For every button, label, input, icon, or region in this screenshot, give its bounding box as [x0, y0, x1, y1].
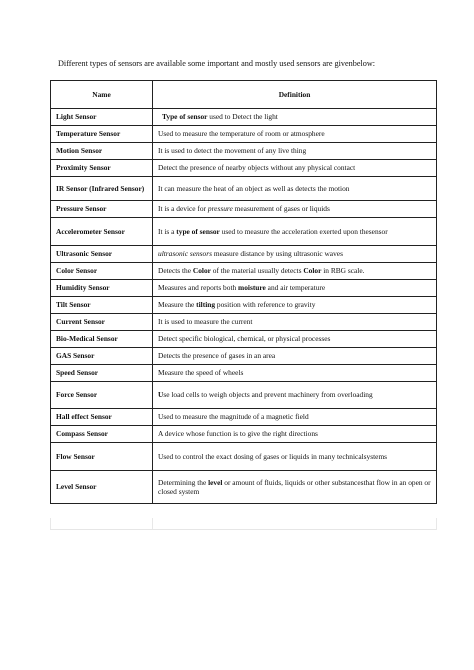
- table-row: [51, 297, 437, 314]
- definition-text: tilting: [196, 300, 216, 310]
- definition-text: Used to measure the magnitude of a magnetic field: [158, 412, 309, 422]
- sensor-name-cell: Force Sensor: [51, 382, 153, 409]
- sensor-definition-cell: [153, 218, 437, 246]
- sensor-name-cell: Temperature Sensor: [51, 126, 153, 143]
- sensor-name-cell: Ultrasonic Sensor: [51, 246, 153, 263]
- definition-text: It is used to detect the movement of any live thing: [158, 146, 307, 156]
- table-row: [51, 331, 437, 348]
- table-row: [51, 218, 437, 246]
- table-row: [51, 280, 437, 297]
- sensor-name-cell: Speed Sensor: [51, 365, 153, 382]
- definition-text: It is a device for: [158, 204, 208, 214]
- sensor-definition-cell: [153, 331, 437, 348]
- sensor-name-cell: IR Sensor (Infrared Sensor): [51, 177, 153, 201]
- table-row: [51, 443, 437, 471]
- sensor-definition-cell: [153, 297, 437, 314]
- sensor-definition-cell: [153, 126, 437, 143]
- definition-text: or amount of fluids, liquids or other substancesthat flow in an open or closed system: [158, 477, 431, 496]
- table-row: [51, 160, 437, 177]
- definition-text: Type of sensor: [162, 112, 208, 122]
- definition-text: in RBG scale.: [321, 266, 365, 276]
- table-header-row: [51, 81, 437, 109]
- sensor-name-cell: Proximity Sensor: [51, 160, 153, 177]
- table-trailing-line: [50, 529, 436, 531]
- table-row: [51, 201, 437, 218]
- sensor-name-cell: Humidity Sensor: [51, 280, 153, 297]
- sensor-definition-cell: [153, 201, 437, 218]
- sensor-name-cell: Bio-Medical Sensor: [51, 331, 153, 348]
- header-definition: Definition: [153, 81, 437, 109]
- sensor-definition-cell: [153, 177, 437, 201]
- table-trailing-edge-right: [436, 518, 437, 530]
- sensor-name-cell: Tilt Sensor: [51, 297, 153, 314]
- table-row: [51, 409, 437, 426]
- definition-text: level: [208, 477, 223, 487]
- intro-text: Different types of sensors are available some important and mostly used sensors are givenbelow:: [58, 59, 376, 68]
- table-row: [51, 126, 437, 143]
- definition-text: It can measure the heat of an object as well as detects the motion: [158, 183, 350, 193]
- table-row: [51, 382, 437, 409]
- sensor-definition-cell: [153, 314, 437, 331]
- table-row: [51, 143, 437, 160]
- sensor-definition-cell: [153, 443, 437, 471]
- sensor-definition-cell: [153, 409, 437, 426]
- definition-text: Color: [192, 266, 211, 276]
- sensor-name-cell: Light Sensor: [51, 109, 153, 126]
- definition-text: Color: [303, 266, 322, 276]
- definition-text: Detect specific biological, chemical, or physical processes: [158, 334, 331, 344]
- definition-text: used to measure the acceleration exerted upon thesensor: [219, 226, 388, 236]
- definition-text: se load cells to weigh objects and prevent machinery from overloading: [163, 390, 373, 400]
- definition-text: position with reference to gravity: [215, 300, 316, 310]
- definition-text: Measures and reports both: [158, 283, 239, 293]
- sensor-name-cell: Color Sensor: [51, 263, 153, 280]
- sensor-definition-cell: [153, 109, 437, 126]
- definition-text: Detects the: [158, 266, 193, 276]
- table-row: [51, 426, 437, 443]
- table-row: [51, 263, 437, 280]
- definition-text: Used to measure the temperature of room or atmosphere: [158, 129, 325, 139]
- table-row: [51, 246, 437, 263]
- definition-text: Measure the speed of wheels: [158, 368, 244, 378]
- definition-text: U: [158, 390, 164, 400]
- sensor-definition-cell: [153, 280, 437, 297]
- sensor-definition-cell: [153, 348, 437, 365]
- sensor-name-cell: Compass Sensor: [51, 426, 153, 443]
- definition-text: pressure: [207, 204, 233, 214]
- sensor-definition-cell: [153, 365, 437, 382]
- definition-text: used to Detect the light: [207, 112, 278, 122]
- sensor-name-cell: GAS Sensor: [51, 348, 153, 365]
- sensor-definition-cell: [153, 143, 437, 160]
- definition-text: type of sensor: [176, 226, 220, 236]
- definition-text: Determining the: [158, 477, 209, 487]
- definition-text: of the material usually detects: [210, 266, 304, 276]
- definition-text: It is used to measure the current: [158, 317, 253, 327]
- sensor-name-cell: Current Sensor: [51, 314, 153, 331]
- sensor-name-cell: Pressure Sensor: [51, 201, 153, 218]
- table-row: [51, 348, 437, 365]
- definition-text: A device whose function is to give the right directions: [158, 429, 318, 439]
- definition-text: Detect the presence of nearby objects without any physical contact: [158, 163, 356, 173]
- table-row: [51, 177, 437, 201]
- sensor-definition-cell: [153, 471, 437, 504]
- definition-text: Used to control the exact dosing of gases or liquids in many technicalsystems: [158, 451, 388, 461]
- sensor-name-cell: Accelerometer Sensor: [51, 218, 153, 246]
- definition-text: It is a: [158, 226, 177, 236]
- table-row: [51, 314, 437, 331]
- sensor-definition-cell: [153, 246, 437, 263]
- table-row: [51, 471, 437, 504]
- sensor-name-cell: Level Sensor: [51, 471, 153, 504]
- definition-text: measure distance by using ultrasonic waves: [212, 249, 343, 259]
- definition-text: moisture: [238, 283, 266, 293]
- table-row: [51, 109, 437, 126]
- sensor-name-cell: Flow Sensor: [51, 443, 153, 471]
- sensor-definition-cell: [153, 263, 437, 280]
- definition-text: Measure the: [158, 300, 197, 310]
- definition-text: and air temperature: [265, 283, 326, 293]
- definition-text: measurement of gases or liquids: [232, 204, 330, 214]
- sensor-name-cell: Hall effect Sensor: [51, 409, 153, 426]
- sensor-definition-cell: [153, 160, 437, 177]
- definition-text: ultrasonic sensors: [158, 249, 212, 259]
- sensor-name-cell: Motion Sensor: [51, 143, 153, 160]
- definition-text: Detects the presence of gases in an area: [158, 351, 276, 361]
- table-row: [51, 365, 437, 382]
- sensor-table: [50, 80, 437, 504]
- sensor-definition-cell: [153, 426, 437, 443]
- header-name: Name: [51, 81, 153, 109]
- sensor-definition-cell: [153, 382, 437, 409]
